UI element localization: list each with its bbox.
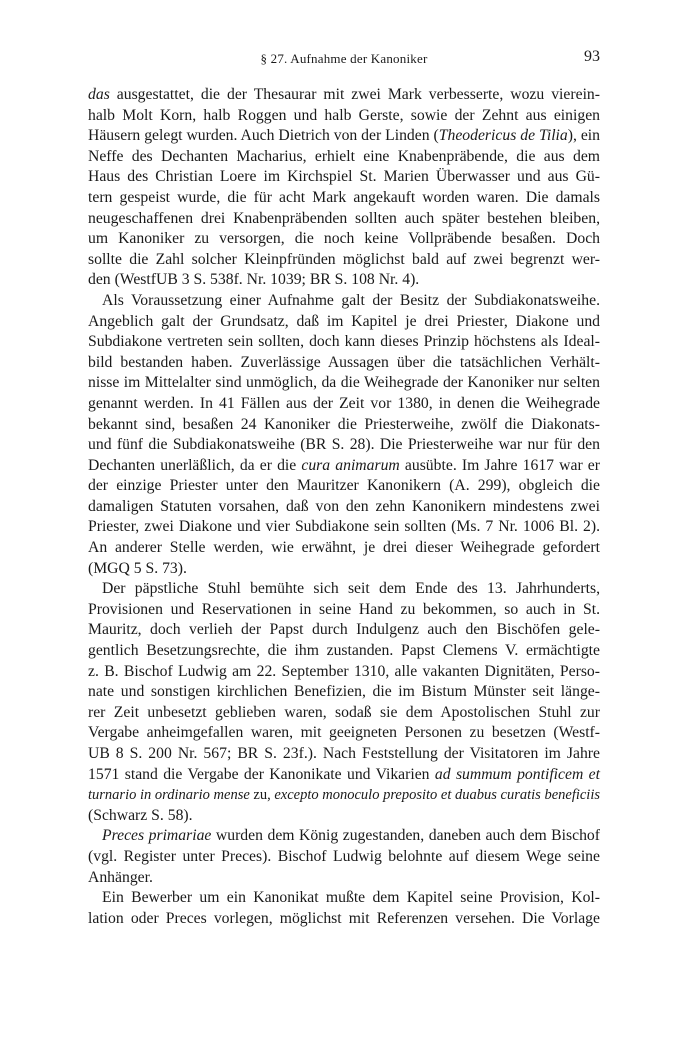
text-line [88, 394, 600, 415]
text-line [88, 415, 600, 436]
text-segment: Anhänger. [88, 868, 153, 886]
text-segment: Angeblich galt der Grundsatz, daß im Kapitel je drei Priester, Diakone und [88, 312, 600, 330]
text-segment: Mauritz, doch verlieh der Papst durch Indulgenz auch den Bischöfen gele- [88, 621, 600, 639]
body-text [88, 85, 600, 929]
text-line [88, 476, 600, 497]
text-segment: lation oder Preces vorlegen, möglichst mit Referenzen versehen. Die Vorlage [88, 909, 600, 927]
text-segment: Neffe des Dechanten Macharius, erhielt eine Knabenpräbende, die aus dem [88, 147, 600, 165]
text-line [88, 85, 600, 106]
text-line [88, 456, 600, 477]
text-segment: An anderer Stelle werden, wie erwähnt, je drei dieser Weihegrade gefordert [88, 539, 600, 557]
text-segment: ausübte. Im Jahre 1617 war er [399, 456, 600, 474]
text-line [88, 868, 600, 889]
text-line [88, 126, 600, 147]
text-line [88, 517, 600, 538]
text-segment: wurden dem König zugestanden, daneben auch dem Bischof [211, 827, 600, 845]
text-segment: der einzige Priester unter den Mauritzer Kanonikern (A. 299), obgleich die [88, 477, 600, 495]
text-segment: rer Zeit unbesetzt geblieben waren, sodaß sie dem Apostolischen Stuhl zur [88, 703, 600, 721]
running-head: § 27. Aufnahme der Kanoniker [260, 51, 428, 66]
italic-text: Preces primariae [102, 827, 212, 845]
text-segment: ausgestattet, die der Thesaurar mit zwei Mark verbesserte, wozu vierein- [109, 86, 600, 103]
text-line [88, 847, 600, 868]
text-line [88, 497, 600, 518]
text-segment: z. B. Bischof Ludwig am 22. September 1310, alle vakanten Dignitäten, Perso- [88, 662, 600, 680]
text-segment: Priester, zwei Diakone und vier Subdiakone sein sollten (Ms. 7 Nr. 1006 Bl. 2). [88, 518, 600, 536]
text-line [88, 312, 600, 333]
text-segment: Der päpstliche Stuhl bemühte sich seit dem Ende des 13. Jahrhunderts, [102, 580, 600, 598]
text-line [88, 209, 600, 230]
text-segment: halb Molt Korn, halb Roggen und halb Gerste, sowie der Zehnt aus einigen [88, 106, 600, 124]
text-line [88, 270, 600, 291]
text-segment: nate und sonstigen kirchlichen Benefizien, die im Bistum Münster seit länge- [88, 683, 600, 701]
text-segment: 1571 stand die Vergabe der Kanonikate und Vikarien [88, 765, 435, 783]
text-segment: bekannt sind, besaßen 24 Kanoniker die Priesterweihe, zwölf die Diakonats- [88, 415, 600, 433]
italic-text: das [88, 86, 110, 103]
italic-text: excepto monoculo preposito et duabus curatis beneficiis [274, 787, 601, 804]
text-line [88, 559, 600, 580]
text-segment: gentlich Besetzungsrechte, die ihm zustanden. Papst Clemens V. ermächtigte [88, 642, 600, 660]
text-line [88, 600, 600, 621]
text-segment: (MGQ 5 S. 73). [88, 559, 187, 577]
text-segment: den (WestfUB 3 S. 538f. Nr. 1039; BR S. 108 Nr. 4). [88, 271, 420, 289]
text-line [88, 806, 600, 827]
text-line [88, 147, 600, 168]
text-segment: (Schwarz S. 58). [88, 806, 193, 824]
text-segment: Ein Bewerber um ein Kanonikat mußte dem Kapitel seine Provision, Kol- [102, 889, 600, 907]
text-segment: Vergabe anheimgefallen waren, mit geeigneten Personen zu besetzen (Westf- [88, 724, 600, 742]
text-line [88, 250, 600, 271]
text-segment: bild bestanden haben. Zuverlässige Aussagen über die tatsächlichen Verhält- [88, 353, 600, 371]
italic-text: ad summum pontificem et [434, 765, 600, 783]
text-segment: Haus des Christian Loere im Kirchspiel St. Marien Überwasser und aus Gü- [88, 168, 600, 186]
text-segment: und fünf die Subdiakonatsweihe (BR S. 28). Die Priesterweihe war nur für den [88, 436, 600, 454]
text-line [88, 167, 600, 188]
text-line [88, 909, 600, 930]
italic-text: turnario in ordinario mense [88, 787, 250, 804]
text-line [88, 353, 600, 374]
text-segment: ), ein [567, 127, 600, 145]
text-segment: UB 8 S. 200 Nr. 567; BR S. 23f.). Nach Feststellung der Visitatoren im Jahre [88, 745, 600, 762]
text-line [88, 229, 600, 250]
text-segment: (vgl. Register unter Preces). Bischof Ludwig belohnte auf diesem Wege seine [88, 847, 600, 865]
text-line [88, 538, 600, 559]
text-segment: um Kanoniker zu versorgen, die noch keine Vollpräbende besaßen. Doch [88, 230, 600, 248]
text-line [88, 765, 600, 786]
text-line [88, 332, 600, 353]
text-segment: Dechanten unerläßlich, da er die [88, 456, 302, 474]
italic-text: Theodericus de Tilia [438, 127, 568, 145]
italic-text: cura animarum [301, 456, 400, 474]
text-line [88, 744, 600, 765]
text-segment: nisse im Mittelalter sind unmöglich, da die Weihegrade der Kanoniker nur selten [88, 374, 600, 392]
text-line [88, 641, 600, 662]
text-line [88, 682, 600, 703]
text-line [88, 826, 600, 847]
text-line [88, 703, 600, 724]
text-segment: tern gespeist wurde, die für acht Mark angekauft worden waren. Die damals [88, 188, 600, 206]
text-line [88, 579, 600, 600]
text-line [88, 662, 600, 683]
text-line [88, 291, 600, 312]
text-line [88, 723, 600, 744]
page-header [88, 48, 600, 70]
text-line [88, 435, 600, 456]
text-segment: sollte die Zahl solcher Kleinpfründen möglichst bald auf zwei begrenzt wer- [88, 250, 600, 268]
text-segment: genannt werden. In 41 Fällen aus der Zeit vor 1380, in denen die Weihegrade [88, 394, 600, 412]
text-segment: Provisionen und Reservationen in seine Hand zu bekommen, so auch in St. [88, 600, 600, 618]
text-segment: neugeschaffenen drei Knabenpräbenden sollten auch später bestehen bleiben, [88, 209, 600, 227]
text-line [88, 620, 600, 641]
text-line [88, 785, 600, 806]
text-segment: Häusern gelegt wurden. Auch Dietrich von der Linden ( [88, 127, 439, 145]
text-segment: damaligen Statuten vorsahen, daß von den zehn Kanonikern mindestens zwei [88, 497, 600, 515]
page-number: 93 [584, 48, 600, 65]
text-segment: Subdiakone vertreten sein sollten, doch kann dieses Prinzip höchstens als Ideal- [88, 333, 600, 351]
text-line [88, 188, 600, 209]
text-segment: Als Voraussetzung einer Aufnahme galt der Besitz der Subdiakonatsweihe. [102, 291, 600, 309]
text-line [88, 373, 600, 394]
text-line [88, 888, 600, 909]
text-segment: zu, [249, 787, 275, 804]
text-line [88, 106, 600, 127]
